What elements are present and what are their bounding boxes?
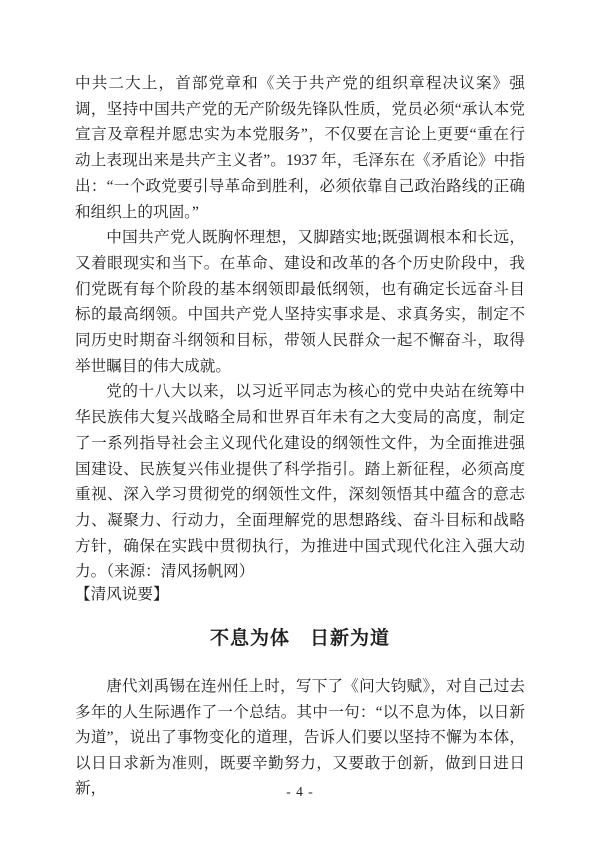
- article-body-block: [75, 674, 525, 802]
- page-number: - 4 -: [286, 784, 314, 799]
- paragraph: 唐代刘禹锡在连州任上时，写下了《问大钧赋》，对自己过去多年的人生际遇作了一个总结。其中一句：“以不息为体，以日新为道”，说出了事物变化的道理，告诉人们要以坚持不懈为本体，以日日求新为准则，既要辛勤努力，又要敢于创新，做到日进日新，: [75, 678, 525, 798]
- body-text-block: [75, 71, 525, 585]
- article-title: 不息为体 日新为道: [209, 628, 390, 649]
- paragraph-continuation: 中共二大上，首部党章和《关于共产党的组织章程决议案》强调，坚持中国共产党的无产阶级先锋队性质，党员必须“承认本党宣言及章程并愿忠实为本党服务”，不仅要在言论上更要“重在行动上表现出来是共产主义者”。1937 年，毛泽东在《矛盾论》中指出：“一个政党要引导革命到胜利，必须依靠自己政治路线的正确和组织上的巩固。”: [75, 75, 525, 221]
- paragraph: 党的十八大以来，以习近平同志为核心的党中央站在统筹中华民族伟大复兴战略全局和世界百年未有之大变局的高度，制定了一系列指导社会主义现代化建设的纲领性文件，为全面推进强国建设、民族复兴伟业提供了科学指引。踏上新征程，必须高度重视、深入学习贯彻党的纲领性文件，深刻领悟其中蕴含的意志力、凝聚力、行动力，全面理解党的思想路线、奋斗目标和战略方针，确保在实践中贯彻执行，为推进中国式现代化注入强大动力。（来源：清风扬帆网）: [75, 383, 525, 581]
- section-header: 【清风说要】: [75, 586, 169, 603]
- paragraph: 中国共产党人既胸怀理想，又脚踏实地;既强调根本和长远，又着眼现实和当下。在革命、建设和改革的各个历史阶段中，我们党既有每个阶段的基本纲领即最低纲领，也有确定长远奋斗目标的最高纲领。中国共产党人坚持实事求是、求真务实，制定不同历史时期奋斗纲领和目标，带领人民群众一起不懈奋斗，取得举世瞩目的伟大成就。: [75, 229, 525, 375]
